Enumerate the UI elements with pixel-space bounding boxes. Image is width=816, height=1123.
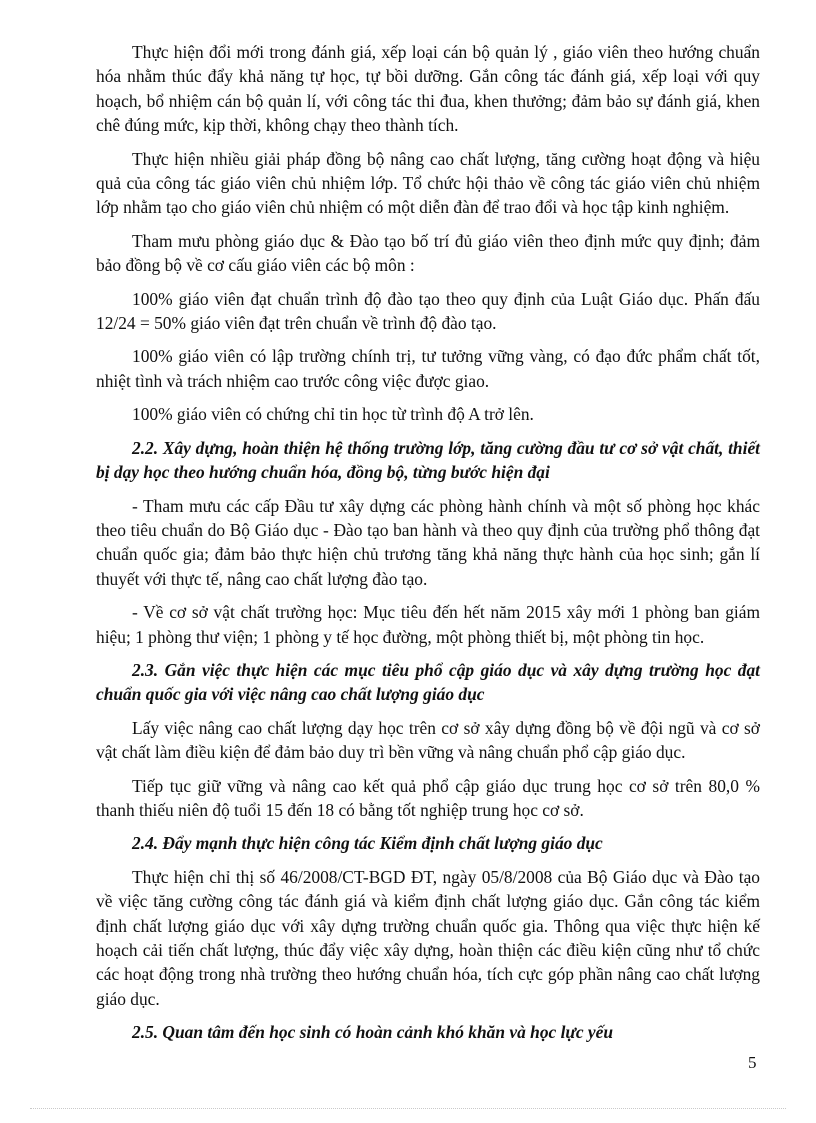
page-bottom-divider bbox=[30, 1108, 786, 1109]
document-body bbox=[96, 40, 760, 1054]
section-heading: 2.3. Gắn việc thực hiện các mục tiêu phổ cập giáo dục và xây dựng trường học đạt chuẩn quốc gia với việc nâng cao chất lượng giáo dục bbox=[96, 659, 760, 705]
paragraph: Thực hiện chỉ thị số 46/2008/CT-BGD ĐT, ngày 05/8/2008 của Bộ Giáo dục và Đào tạo về việc tăng cường công tác đánh giá và kiểm định chất lượng giáo dục. Gắn công tác kiểm định chất lượng giáo dục với xây dựng trường chuẩn quốc gia. Thông qua việc thực hiện kế hoạch cải tiến chất lượng, thúc đẩy việc xây dựng, hoàn thiện các điều kiện cũng như tổ chức các hoạt động trong nhà trường theo hướng chuẩn hóa, tích cực góp phần nâng cao chất lượng giáo dục. bbox=[96, 866, 760, 1009]
paragraph: 100% giáo viên đạt chuẩn trình độ đào tạo theo quy định của Luật Giáo dục. Phấn đấu 12/24 = 50% giáo viên đạt trên chuẩn về trình độ đào tạo. bbox=[96, 288, 760, 334]
section-heading: 2.2. Xây dựng, hoàn thiện hệ thống trường lớp, tăng cường đầu tư cơ sở vật chất, thiết bị dạy học theo hướng chuẩn hóa, đồng bộ, từng bước hiện đại bbox=[96, 437, 760, 483]
section-heading: 2.5. Quan tâm đến học sinh có hoàn cảnh khó khăn và học lực yếu bbox=[132, 1022, 614, 1043]
paragraph: Thực hiện đổi mới trong đánh giá, xếp loại cán bộ quản lý , giáo viên theo hướng chuẩn hóa nhằm thúc đẩy khả năng tự học, tự bồi dưỡng. Gắn công tác đánh giá, xếp loại với quy hoạch, bổ nhiệm cán bộ quản lí, với công tác thi đua, khen thưởng; đảm bảo sự đánh giá, khen chê đúng mức, kịp thời, không chạy theo thành tích. bbox=[96, 42, 760, 136]
paragraph: Tiếp tục giữ vững và nâng cao kết quả phổ cập giáo dục trung học cơ sở trên 80,0 % thanh thiếu niên độ tuổi 15 đến 18 có bằng tốt nghiệp trung học cơ sở. bbox=[96, 775, 760, 820]
paragraph: Tham mưu phòng giáo dục & Đào tạo bố trí đủ giáo viên theo định mức quy định; đảm bảo đồng bộ về cơ cấu giáo viên các bộ môn : bbox=[96, 230, 760, 276]
paragraph: - Về cơ sở vật chất trường học: Mục tiêu đến hết năm 2015 xây mới 1 phòng ban giám hiệu; 1 phòng thư viện; 1 phòng y tế học đường, một phòng thiết bị, một phòng tin học. bbox=[96, 602, 760, 647]
section-heading: 2.4. Đẩy mạnh thực hiện công tác Kiểm định chất lượng giáo dục bbox=[132, 833, 603, 854]
page-number: 5 bbox=[748, 1053, 757, 1072]
paragraph: - Tham mưu các cấp Đầu tư xây dựng các phòng hành chính và một số phòng học khác theo tiêu chuẩn do Bộ Giáo dục - Đào tạo ban hành và theo quy định của trường phổ thông đạt chuẩn quốc gia; đảm bảo thực hiện chủ trương tăng khả năng thực hành của học sinh; gắn lí thuyết với thực tế, nâng cao chất lượng đào tạo. bbox=[96, 495, 760, 589]
paragraph: Lấy việc nâng cao chất lượng dạy học trên cơ sở xây dựng đồng bộ về đội ngũ và cơ sở vật chất làm điều kiện để đảm bảo duy trì bền vững và nâng chuẩn phổ cập giáo dục. bbox=[96, 717, 760, 763]
paragraph: 100% giáo viên có chứng chỉ tin học từ trình độ A trở lên. bbox=[132, 404, 534, 425]
paragraph: 100% giáo viên có lập trường chính trị, tư tưởng vững vàng, có đạo đức phẩm chất tốt, nhiệt tình và trách nhiệm cao trước công việc được giao. bbox=[96, 346, 760, 391]
paragraph: Thực hiện nhiều giải pháp đồng bộ nâng cao chất lượng, tăng cường hoạt động và hiệu quả của công tác giáo viên chủ nhiệm lớp. Tổ chức hội thảo về công tác giáo viên chủ nhiệm lớp nhằm tạo cho giáo viên chủ nhiệm có một diễn đàn để trao đổi và học tập kinh nghiệm. bbox=[96, 148, 760, 218]
